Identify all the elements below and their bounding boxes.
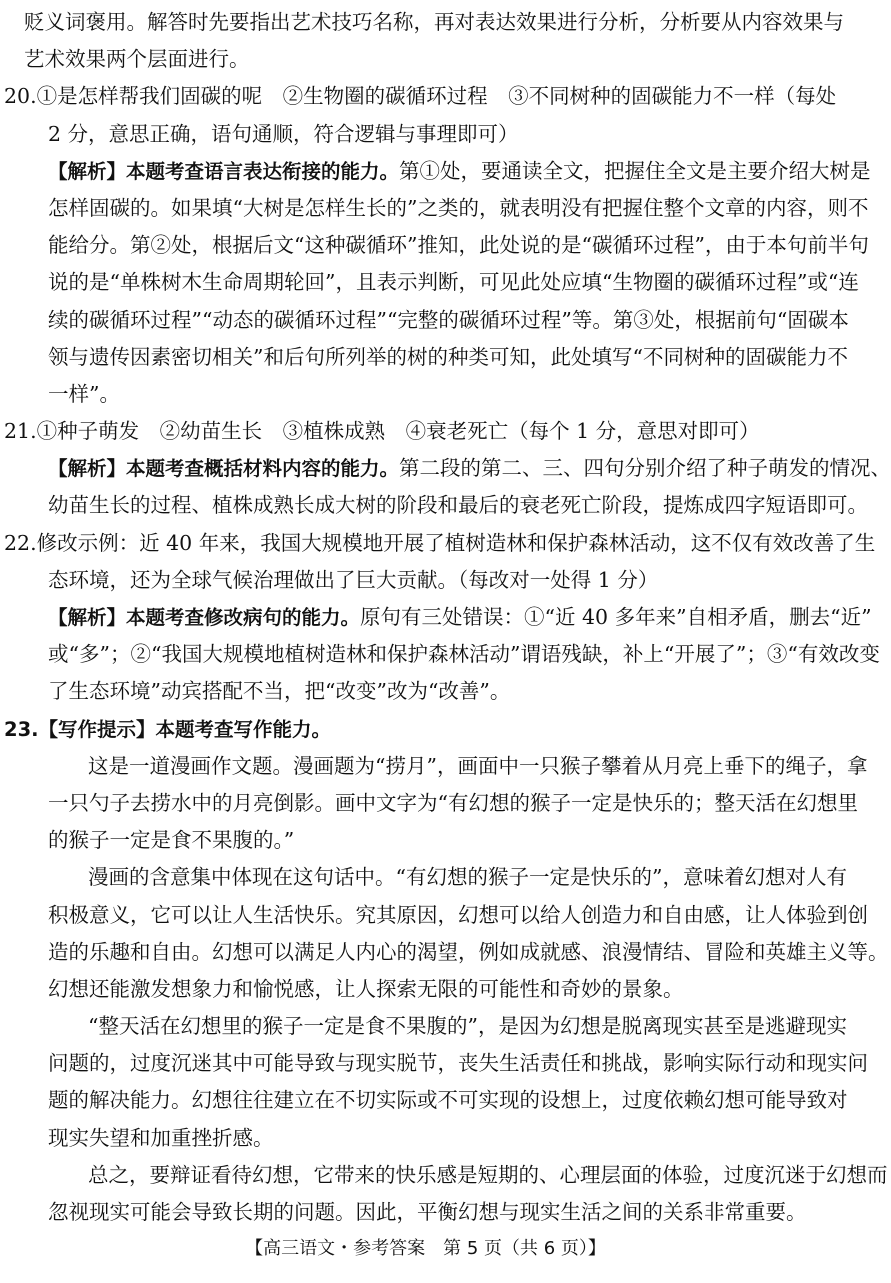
text-line: 造的乐趣和自由。幻想可以满足人内心的渴望，例如成就感、浪漫情结、冒险和英雄主义等。 — [48, 939, 889, 964]
text-line: 这是一道漫画作文题。漫画题为“捞月”，画面中一只猴子攀着从月亮上垂下的绳子，拿 — [88, 753, 868, 778]
text-line: 或“多”；②“我国大规模地植树造林和保护森林活动”谓语残缺，补上“开展了”；③“有效改变 — [48, 642, 880, 667]
text-line: 态环境，还为全球气候治理做出了巨大贡献。（每改对一处得 1 分） — [48, 567, 659, 592]
text-line: 能给分。第②处，根据后文“这种碳循环”推知，此处说的是“碳循环过程”，由于本句前半句 — [48, 233, 869, 258]
text-line: 幼苗生长的过程、植株成熟长成大树的阶段和最后的衰老死亡阶段，提炼成四字短语即可。 — [48, 493, 868, 518]
analysis-21-line: 【解析】本题考查概括材料内容的能力。第二段的第二、三、四句分别介绍了种子萌发的情况、 — [48, 456, 891, 481]
text-line: 了生态环境”动宾搭配不当，把“改变”改为“改善”。 — [48, 679, 511, 704]
question-21-line: 21.①种子萌发 ②幼苗生长 ③植株成熟 ④衰老死亡（每个 1 分，意思对即可） — [4, 419, 760, 444]
analysis-22-line: 【解析】本题考查修改病句的能力。原句有三处错误：①“近 40 多年来”自相矛盾，删去“近” — [48, 605, 872, 629]
question-22-line: 22.修改示例：近 40 年来，我国大规模地开展了植树造林和保护森林活动，这不仅有效改善了生 — [4, 530, 876, 555]
text-line: 一只勺子去捞水中的月亮倒影。画中文字为“有幻想的猴子一定是快乐的；整天活在幻想里 — [48, 790, 858, 815]
text-line: 幻想还能激发想象力和愉悦感，让人探索无限的可能性和奇妙的景象。 — [48, 976, 684, 1001]
text-line: “整天活在幻想里的猴子一定是食不果腹的”，是因为幻想是脱离现实甚至是逃避现实 — [88, 1014, 847, 1039]
text-line: 题的解决能力。幻想往往建立在不切实际或不可实现的设想上，过度依赖幻想可能导致对 — [48, 1088, 848, 1113]
text-line: 说的是“单株树木生命周期轮回”，且表示判断，可见此处应填“生物圈的碳循环过程”或“连 — [48, 270, 859, 295]
text-line: 问题的，过度沉迷其中可能导致与现实脱节，丧失生活责任和挑战，影响实际行动和现实问 — [48, 1051, 868, 1076]
text-line: 的猴子一定是食不果腹的。” — [48, 828, 295, 853]
text-line: 续的碳循环过程”“动态的碳循环过程”“完整的碳循环过程”等。第③处，根据前句“固碳本 — [48, 307, 849, 332]
question-23-heading: 23.【写作提示】本题考查写作能力。 — [4, 717, 332, 741]
analysis-20-line: 【解析】本题考查语言表达衔接的能力。第①处，要通读全文，把握住全文是主要介绍大树是 — [48, 158, 871, 183]
question-20-line: 20.①是怎样帮我们固碳的呢 ②生物圈的碳循环过程 ③不同树种的固碳能力不一样（每处 — [4, 84, 837, 109]
text-line: 一样”。 — [48, 381, 120, 406]
text-line: 总之，要辩证看待幻想，它带来的快乐感是短期的、心理层面的体验，过度沉迷于幻想而 — [88, 1162, 888, 1187]
text-line: 贬义词褒用。解答时先要指出艺术技巧名称，再对表达效果进行分析，分析要从内容效果与 — [24, 10, 844, 34]
text-line: 领与遗传因素密切相关”和后句所列举的树的种类可知，此处填写“不同树种的固碳能力不 — [48, 344, 848, 369]
text-line: 艺术效果两个层面进行。 — [24, 47, 250, 72]
text-line: 忽视现实可能会导致长期的问题。因此，平衡幻想与现实生活之间的关系非常重要。 — [48, 1200, 807, 1224]
page-footer: 【高三语文・参考答案 第 5 页（共 6 页）】 — [245, 1238, 606, 1259]
text-line: 积极意义，它可以让人生活快乐。究其原因，幻想可以给人创造力和自由感，让人体验到创 — [48, 902, 868, 927]
text-line: 现实失望和加重挫折感。 — [48, 1125, 274, 1150]
text-line: 2 分，意思正确，语句通顺，符合逻辑与事理即可） — [48, 121, 519, 146]
text-line: 漫画的含意集中体现在这句话中。“有幻想的猴子一定是快乐的”，意味着幻想对人有 — [88, 865, 847, 890]
text-line: 怎样固碳的。如果填“大树是怎样生长的”之类的，就表明没有把握住整个文章的内容，则不 — [48, 195, 869, 220]
